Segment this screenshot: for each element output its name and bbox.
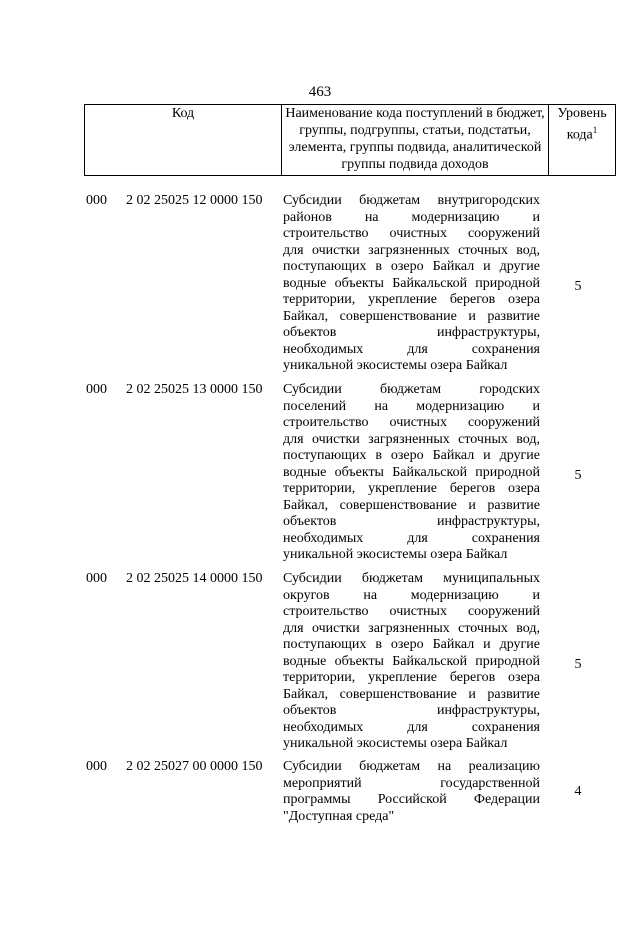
description-line: для очистки загрязненных сточных вод, <box>283 431 540 447</box>
description-line: строительство очистных сооружений <box>283 415 540 430</box>
row-description <box>283 759 540 825</box>
page-number: 463 <box>308 84 332 100</box>
header-level <box>549 105 616 176</box>
description-line: водные объекты Байкальской природной <box>283 653 540 669</box>
description-line: водные объекты Байкальской природной <box>283 275 540 291</box>
description-line: строительство очистных сооружений <box>283 604 540 619</box>
description-line: поступающих в озеро Байкал и другие <box>283 448 540 463</box>
description-line: территории, укрепление берегов озера <box>283 481 540 496</box>
description-line: Байкал, совершенствование и развитие <box>283 686 540 702</box>
description-line: округов на модернизацию и <box>283 587 540 603</box>
description-line: для очистки загрязненных сточных вод, <box>283 242 540 258</box>
description-line: для очистки загрязненных сточных вод, <box>283 620 540 636</box>
budget-code: 2 02 25027 00 0000 150 <box>126 759 263 774</box>
table-header <box>84 104 616 176</box>
description-line: Байкал, совершенствование и развитие <box>283 308 540 324</box>
budget-code: 2 02 25025 13 0000 150 <box>126 382 263 397</box>
description-line: территории, укрепление берегов озера <box>283 292 540 307</box>
row-level: 5 <box>574 279 582 294</box>
header-level-footnote: 1 <box>592 125 598 135</box>
header-name: Наименование кода поступлений в бюджет, группы, подгруппы, статьи, подстатьи, элемента, группы подвида, аналитической группы подвида доходов <box>282 105 549 176</box>
table-row <box>0 571 640 753</box>
description-line: необходимых для сохранения <box>283 341 540 357</box>
description-line: уникальной экосистемы озера Байкал <box>283 547 508 562</box>
description-line: районов на модернизацию и <box>283 209 540 225</box>
description-line: уникальной экосистемы озера Байкал <box>283 736 508 751</box>
table-row <box>0 193 640 375</box>
row-level: 4 <box>574 784 582 799</box>
row-level: 5 <box>574 468 582 483</box>
description-line: поступающих в озеро Байкал и другие <box>283 259 540 274</box>
row-description <box>283 571 540 753</box>
description-line: строительство очистных сооружений <box>283 226 540 241</box>
description-line: Байкал, совершенствование и развитие <box>283 497 540 513</box>
description-line: территории, укрепление берегов озера <box>283 670 540 685</box>
description-line: поселений на модернизацию и <box>283 398 540 414</box>
description-line: мероприятий государственной <box>283 775 540 791</box>
row-level: 5 <box>574 657 582 672</box>
table-row <box>0 759 640 829</box>
admin-code: 000 <box>86 193 107 208</box>
budget-code: 2 02 25025 12 0000 150 <box>126 193 263 208</box>
description-line: Субсидии бюджетам на реализацию <box>283 759 540 774</box>
row-description <box>283 382 540 564</box>
admin-code: 000 <box>86 759 107 774</box>
description-line: Субсидии бюджетам городских <box>283 382 540 397</box>
admin-code: 000 <box>86 382 107 397</box>
description-line: Субсидии бюджетам внутригородских <box>283 193 540 208</box>
description-line: поступающих в озеро Байкал и другие <box>283 637 540 652</box>
description-line: уникальной экосистемы озера Байкал <box>283 358 508 373</box>
description-line: необходимых для сохранения <box>283 530 540 546</box>
budget-code: 2 02 25025 14 0000 150 <box>126 571 263 586</box>
description-line: необходимых для сохранения <box>283 719 540 735</box>
admin-code: 000 <box>86 571 107 586</box>
description-line: "Доступная среда" <box>283 808 395 824</box>
description-line: объектов инфраструктуры, <box>283 325 540 340</box>
table-row <box>0 382 640 564</box>
row-description <box>283 193 540 375</box>
description-line: программы Российской Федерации <box>283 792 540 807</box>
description-line: объектов инфраструктуры, <box>283 703 540 718</box>
header-code: Код <box>85 105 282 176</box>
description-line: водные объекты Байкальской природной <box>283 464 540 480</box>
description-line: объектов инфраструктуры, <box>283 514 540 529</box>
header-level-label: Уровень кода <box>557 106 607 143</box>
description-line: Субсидии бюджетам муниципальных <box>283 571 540 586</box>
